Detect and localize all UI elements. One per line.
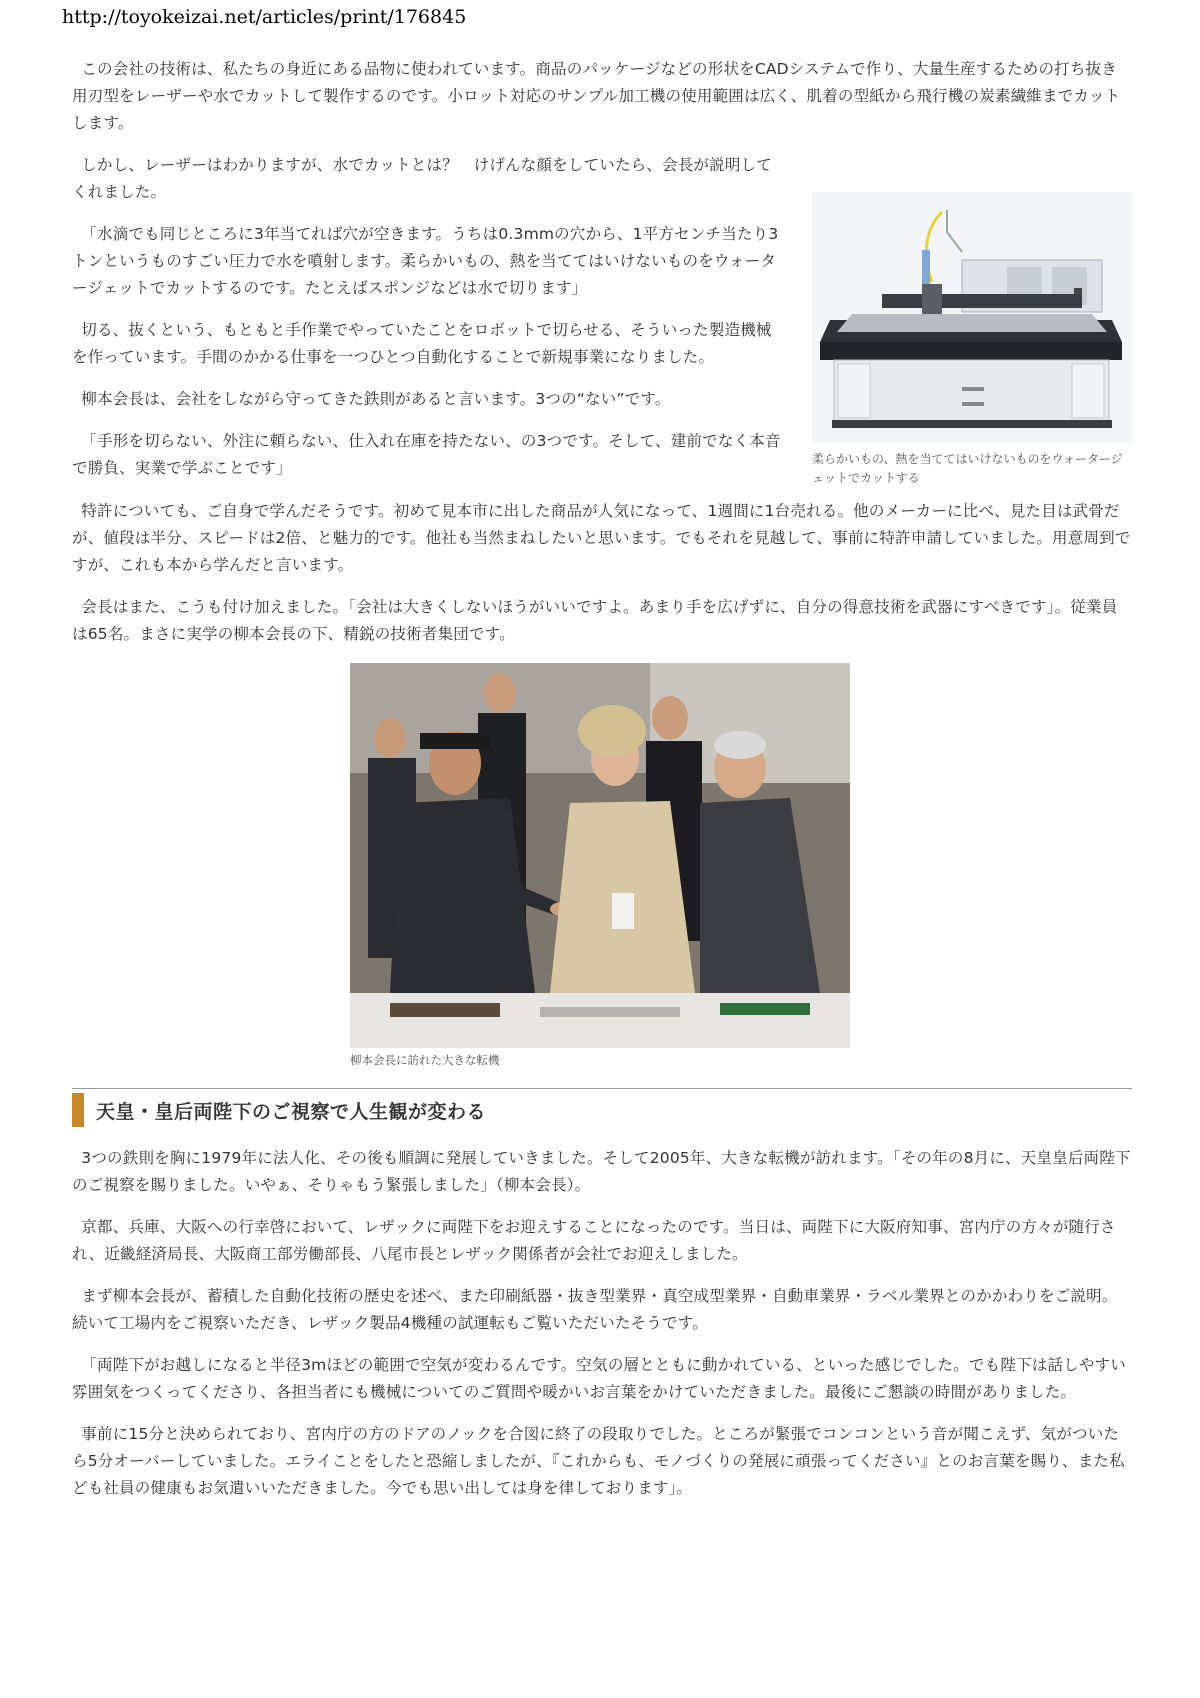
page-url: http://toyokeizai.net/articles/print/176845 (62, 6, 467, 28)
paragraph: 柳本会長は、会社をしながら守ってきた鉄則があると言います。3つの“ない”です。 (81, 390, 671, 408)
paragraph: しかし、レーザーはわかりますが、水でカットとは？ けげんな顔をしていたら、会長が説明してくれました。 (72, 156, 772, 201)
paragraph: この会社の技術は、私たちの身近にある品物に使われています。商品のパッケージなどの形状をCADシステムで作り、大量生産するための打ち抜き用刃型をレーザーや水でカットして製作するのです。小ロット対応のサンプル加工機の使用範囲は広く、肌着の型紙から飛行機の炭素繊維までカットします。 (72, 60, 1121, 132)
figure-caption: 柔らかいもの、熱を当ててはいけないものをウォータージェットでカットする (812, 452, 1123, 485)
paragraph: 京都、兵庫、大阪への行幸啓において、レザックに両陛下をお迎えすることになったのです。当日は、両陛下に大阪府知事、宮内庁の方々が随行され、近畿経済局長、大阪商工部労働部長、八尾市長とレザック関係者が会社でお迎えしました。 (72, 1218, 1116, 1263)
imperial-visit-photo (350, 663, 850, 1048)
heading-accent-bar (72, 1093, 84, 1127)
figure-caption: 柳本会長に訪れた大きな転機 (350, 1053, 500, 1067)
paragraph: 「水滴でも同じところに3年当てれば穴が空きます。うちは0.3mmの穴から、1平方センチ当たり3トンというものすごい圧力で水を噴射します。柔らかいもの、熱を当ててはいけないものをウォータージェットでカットするのです。たとえばスポンジなどは水で切ります」 (72, 225, 779, 297)
waterjet-machine-photo (812, 192, 1132, 442)
article-body (72, 56, 1132, 1517)
paragraph: まず柳本会長が、蓄積した自動化技術の歴史を述べ、また印刷紙器・抜き型業界・真空成型業界・自動車業界・ラベル業界とのかかわりをご説明。続いて工場内をご視察いただき、レザック製品4機種の試運転もご覧いただいたそうです。 (72, 1287, 1118, 1332)
paragraph: 特許についても、ご自身で学んだそうです。初めて見本市に出した商品が人気になって、1週間に1台売れる。他のメーカーに比べ、見た目は武骨だが、値段は半分、スピードは2倍、と魅力的です。他社も当然まねしたいと思います。でもそれを見越して、事前に特許申請していました。用意周到ですが、これも本から学んだと言います。 (72, 502, 1131, 574)
machine-figure (812, 192, 1132, 488)
section-heading (72, 1088, 1132, 1127)
paragraph: 事前に15分と決められており、宮内庁の方のドアのノックを合図に終了の段取りでした。ところが緊張でコンコンという音が聞こえず、気がついたら5分オーバーしていました。エライことをしたと恐縮しましたが、『これからも、モノづくりの発展に頑張ってください』とのお言葉を賜り、また私ども社員の健康もお気遣いいただきました。今でも思い出しては身を律しております」。 (72, 1425, 1125, 1497)
paragraph: 「手形を切らない、外注に頼らない、仕入れ在庫を持たない、の3つです。そして、建前でなく本音で勝負、実業で学ぶことです」 (72, 432, 781, 477)
paragraph: 切る、抜くという、もともと手作業でやっていたことをロボットで切らせる、そういった製造機械を作っています。手間のかかる仕事を一つひとつ自動化することで新規事業になりました。 (72, 321, 772, 366)
paragraph: 3つの鉄則を胸に1979年に法人化、その後も順調に発展していきました。そして2005年、大きな転機が訪れます。「その年の8月に、天皇皇后両陛下のご視察を賜りました。いやぁ、そりゃもう緊張しました」（柳本会長）。 (72, 1149, 1131, 1194)
paragraph: 会長はまた、こうも付け加えました。「会社は大きくしないほうがいいですよ。あまり手を広げずに、自分の得意技術を武器にすべきです」。従業員は65名。まさに実学の柳本会長の下、精鋭の技術者集団です。 (72, 598, 1118, 643)
visit-figure (350, 663, 850, 1068)
paragraph: 「両陛下がお越しになると半径3mほどの範囲で空気が変わるんです。空気の層とともに動かれている、といった感じでした。でも陛下は話しやすい雰囲気をつくってくださり、各担当者にも機械についてのご質問や暖かいお言葉をかけていただきました。最後にご懇談の時間がありました。 (72, 1356, 1126, 1401)
section-title: 天皇・皇后両陛下のご視察で人生観が変わる (96, 1100, 487, 1123)
